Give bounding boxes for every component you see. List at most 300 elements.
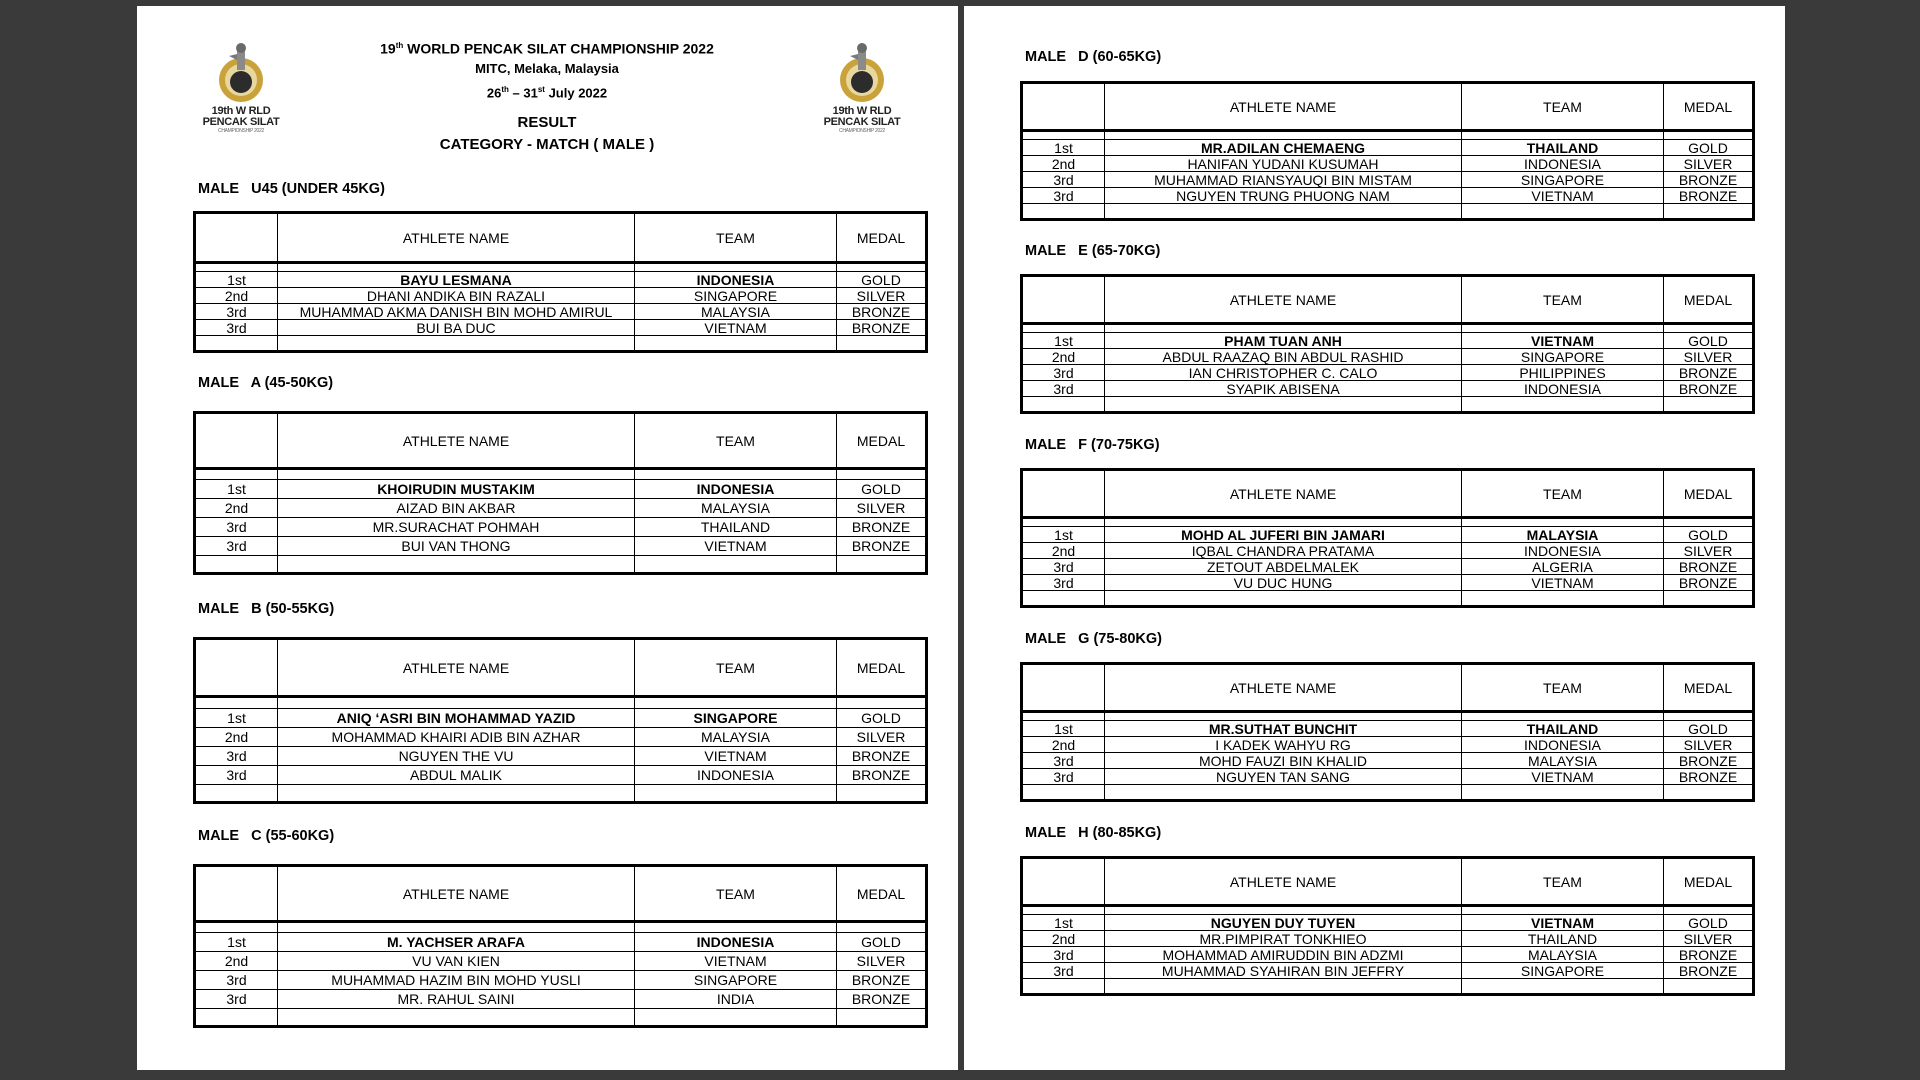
athlete-cell: ABDUL RAAZAQ BIN ABDUL RASHID: [1105, 349, 1462, 365]
results-table: [1020, 81, 1755, 221]
spacer-cell: [1664, 785, 1754, 801]
medal-cell: BRONZE: [837, 320, 927, 336]
table-row: [1022, 931, 1754, 947]
spacer-cell: [837, 263, 927, 272]
team-cell: VIETNAM: [1462, 333, 1664, 349]
category-title: MALE E (65-70KG): [1025, 243, 1161, 259]
category-title: MALE D (60-65KG): [1025, 49, 1162, 65]
rank-cell: 3rd: [1022, 381, 1105, 397]
logo-text: PENCAK SILAT: [823, 116, 901, 128]
team-cell: SINGAPORE: [635, 971, 837, 990]
rank-cell: 3rd: [1022, 753, 1105, 769]
rank-cell: 2nd: [1022, 543, 1105, 559]
team-cell: VIETNAM: [1462, 575, 1664, 591]
spacer-cell: [635, 469, 837, 480]
medal-header: MEDAL: [1664, 470, 1754, 518]
team-cell: MALAYSIA: [635, 499, 837, 518]
athlete-cell: ABDUL MALIK: [278, 766, 635, 785]
team-cell: SINGAPORE: [1462, 172, 1664, 188]
spacer-cell: [1664, 906, 1754, 915]
spacer-cell: [1105, 324, 1462, 333]
medal-header: MEDAL: [1664, 83, 1754, 131]
spacer-cell: [1022, 785, 1105, 801]
table-spacer-row: [1022, 518, 1754, 527]
table-row: [1022, 333, 1754, 349]
team-cell: SINGAPORE: [1462, 963, 1664, 979]
category-title: MALE C (55-60KG): [198, 828, 335, 844]
table-header-row: [1022, 83, 1754, 131]
table-row: [1022, 188, 1754, 204]
table-row: [1022, 172, 1754, 188]
spacer-cell: [837, 1009, 927, 1027]
category-title: MALE U45 (UNDER 45KG): [198, 181, 385, 197]
team-header: TEAM: [635, 413, 837, 469]
rank-cell: 3rd: [195, 537, 278, 556]
medal-cell: GOLD: [1664, 333, 1754, 349]
athlete-cell: AIZAD BIN AKBAR: [278, 499, 635, 518]
spacer-cell: [1022, 204, 1105, 220]
rank-cell: 3rd: [1022, 559, 1105, 575]
rank-cell: 3rd: [1022, 172, 1105, 188]
table-row: [1022, 527, 1754, 543]
athlete-cell: NGUYEN TAN SANG: [1105, 769, 1462, 785]
spacer-cell: [195, 336, 278, 352]
medal-cell: BRONZE: [1664, 381, 1754, 397]
spacer-cell: [1022, 906, 1105, 915]
venue: MITC, Melaka, Malaysia: [475, 60, 619, 76]
team-cell: VIETNAM: [635, 537, 837, 556]
spacer-cell: [1462, 591, 1664, 607]
athlete-cell: NGUYEN THE VU: [278, 747, 635, 766]
spacer-cell: [195, 697, 278, 709]
spacer-cell: [635, 336, 837, 352]
medal-cell: BRONZE: [1664, 769, 1754, 785]
rank-cell: 2nd: [195, 499, 278, 518]
table-spacer-row: [195, 336, 927, 352]
results-table: [1020, 274, 1755, 414]
athlete-cell: VU VAN KIEN: [278, 952, 635, 971]
athlete-header: ATHLETE NAME: [1105, 858, 1462, 906]
spacer-cell: [1105, 591, 1462, 607]
table-row: [1022, 721, 1754, 737]
spacer-cell: [635, 785, 837, 803]
table-spacer-row: [195, 469, 927, 480]
table-header-row: [195, 639, 927, 697]
athlete-cell: MR. RAHUL SAINI: [278, 990, 635, 1009]
team-cell: ALGERIA: [1462, 559, 1664, 575]
logo-text: CHAMPIONSHIP 2022: [218, 128, 264, 134]
athlete-header: ATHLETE NAME: [278, 866, 635, 922]
athlete-cell: MUHAMMAD AKMA DANISH BIN MOHD AMIRUL: [278, 304, 635, 320]
championship-logo-left: [199, 40, 283, 140]
rank-cell: 3rd: [1022, 963, 1105, 979]
logo-text: 19th W RLD: [832, 105, 892, 117]
medal-cell: GOLD: [1664, 527, 1754, 543]
results-table: [1020, 468, 1755, 608]
table-row: [195, 728, 927, 747]
spacer-cell: [1462, 906, 1664, 915]
table-spacer-row: [195, 922, 927, 933]
medal-cell: BRONZE: [837, 747, 927, 766]
result-heading: RESULT: [517, 113, 577, 131]
medal-cell: BRONZE: [1664, 188, 1754, 204]
athlete-cell: VU DUC HUNG: [1105, 575, 1462, 591]
table-header-row: [195, 866, 927, 922]
spacer-cell: [1462, 204, 1664, 220]
spacer-cell: [635, 697, 837, 709]
rank-cell: 1st: [195, 709, 278, 728]
table-row: [1022, 963, 1754, 979]
spacer-cell: [195, 469, 278, 480]
spacer-cell: [1462, 131, 1664, 140]
logo-text: CHAMPIONSHIP 2022: [839, 128, 885, 134]
team-cell: INDONESIA: [635, 766, 837, 785]
rank-cell: 3rd: [195, 320, 278, 336]
medal-cell: GOLD: [837, 709, 927, 728]
team-header: TEAM: [1462, 276, 1664, 324]
medal-cell: SILVER: [837, 952, 927, 971]
team-cell: VIETNAM: [635, 747, 837, 766]
medal-cell: GOLD: [1664, 915, 1754, 931]
logo-emblem-icon: [199, 40, 283, 106]
table-row: [195, 766, 927, 785]
athlete-cell: PHAM TUAN ANH: [1105, 333, 1462, 349]
results-table: [1020, 662, 1755, 802]
results-table: [1020, 856, 1755, 996]
team-header: TEAM: [1462, 858, 1664, 906]
table-row: [1022, 575, 1754, 591]
rank-header: [1022, 276, 1105, 324]
rank-header: [195, 213, 278, 263]
spacer-cell: [195, 785, 278, 803]
team-cell: SINGAPORE: [1462, 349, 1664, 365]
spacer-cell: [837, 469, 927, 480]
medal-cell: BRONZE: [837, 537, 927, 556]
athlete-cell: DHANI ANDIKA BIN RAZALI: [278, 288, 635, 304]
medal-cell: SILVER: [1664, 931, 1754, 947]
spacer-cell: [1462, 712, 1664, 721]
team-header: TEAM: [1462, 664, 1664, 712]
rank-cell: 3rd: [195, 747, 278, 766]
spacer-cell: [837, 785, 927, 803]
spacer-cell: [837, 922, 927, 933]
document-title-block: [337, 36, 757, 156]
spacer-cell: [1664, 712, 1754, 721]
rank-cell: 1st: [1022, 527, 1105, 543]
table-spacer-row: [195, 263, 927, 272]
medal-cell: SILVER: [1664, 543, 1754, 559]
rank-cell: 3rd: [195, 518, 278, 537]
table-row: [1022, 769, 1754, 785]
spacer-cell: [195, 263, 278, 272]
rank-header: [195, 413, 278, 469]
rank-cell: 2nd: [195, 952, 278, 971]
team-header: TEAM: [1462, 83, 1664, 131]
spacer-cell: [635, 1009, 837, 1027]
athlete-cell: NGUYEN TRUNG PHUONG NAM: [1105, 188, 1462, 204]
athlete-header: ATHLETE NAME: [1105, 276, 1462, 324]
table-row: [1022, 737, 1754, 753]
medal-header: MEDAL: [1664, 664, 1754, 712]
spacer-cell: [635, 922, 837, 933]
team-cell: INDONESIA: [1462, 156, 1664, 172]
rank-cell: 2nd: [1022, 349, 1105, 365]
team-cell: MALAYSIA: [1462, 753, 1664, 769]
table-row: [1022, 140, 1754, 156]
spacer-cell: [1664, 979, 1754, 995]
team-cell: THAILAND: [1462, 931, 1664, 947]
rank-cell: 3rd: [1022, 947, 1105, 963]
table-row: [195, 288, 927, 304]
rank-cell: 3rd: [1022, 575, 1105, 591]
table-row: [195, 933, 927, 952]
team-header: TEAM: [635, 866, 837, 922]
spacer-cell: [1105, 906, 1462, 915]
category-title: MALE A (45-50KG): [198, 375, 334, 391]
rank-cell: 2nd: [1022, 156, 1105, 172]
spacer-cell: [195, 922, 278, 933]
table-spacer-row: [1022, 906, 1754, 915]
team-cell: THAILAND: [635, 518, 837, 537]
team-cell: INDONESIA: [1462, 543, 1664, 559]
category-heading: CATEGORY - MATCH ( MALE ): [439, 135, 655, 153]
rank-header: [195, 866, 278, 922]
athlete-cell: ZETOUT ABDELMALEK: [1105, 559, 1462, 575]
category-title: MALE B (50-55KG): [198, 601, 335, 617]
spacer-cell: [1022, 324, 1105, 333]
team-cell: VIETNAM: [1462, 915, 1664, 931]
spacer-cell: [1105, 712, 1462, 721]
team-cell: MALAYSIA: [635, 304, 837, 320]
medal-cell: SILVER: [837, 288, 927, 304]
spacer-cell: [1462, 324, 1664, 333]
rank-cell: 1st: [195, 480, 278, 499]
page-header: [137, 6, 958, 176]
spacer-cell: [278, 469, 635, 480]
spacer-cell: [278, 785, 635, 803]
athlete-cell: MR.SUTHAT BUNCHIT: [1105, 721, 1462, 737]
medal-cell: BRONZE: [837, 971, 927, 990]
medal-header: MEDAL: [837, 639, 927, 697]
medal-cell: GOLD: [837, 933, 927, 952]
table-row: [195, 537, 927, 556]
team-cell: MALAYSIA: [1462, 527, 1664, 543]
athlete-cell: MOHD FAUZI BIN KHALID: [1105, 753, 1462, 769]
rank-cell: 1st: [1022, 915, 1105, 931]
medal-header: MEDAL: [837, 413, 927, 469]
table-row: [1022, 915, 1754, 931]
spacer-cell: [635, 263, 837, 272]
spacer-cell: [837, 336, 927, 352]
spacer-cell: [1462, 979, 1664, 995]
championship-logo-right: [820, 40, 904, 140]
table-row: [195, 747, 927, 766]
athlete-cell: HANIFAN YUDANI KUSUMAH: [1105, 156, 1462, 172]
spacer-cell: [837, 697, 927, 709]
spacer-cell: [278, 1009, 635, 1027]
spacer-cell: [1105, 979, 1462, 995]
table-row: [1022, 543, 1754, 559]
medal-header: MEDAL: [837, 866, 927, 922]
spacer-cell: [1022, 397, 1105, 413]
spacer-cell: [1022, 979, 1105, 995]
athlete-cell: I KADEK WAHYU RG: [1105, 737, 1462, 753]
rank-cell: 1st: [1022, 140, 1105, 156]
spacer-cell: [195, 556, 278, 574]
team-cell: SINGAPORE: [635, 288, 837, 304]
rank-cell: 2nd: [1022, 931, 1105, 947]
team-cell: INDONESIA: [635, 480, 837, 499]
team-cell: INDONESIA: [1462, 737, 1664, 753]
team-cell: VIETNAM: [635, 952, 837, 971]
rank-header: [1022, 664, 1105, 712]
table-row: [1022, 753, 1754, 769]
spacer-cell: [1462, 518, 1664, 527]
table-row: [195, 499, 927, 518]
athlete-cell: MOHD AL JUFERI BIN JAMARI: [1105, 527, 1462, 543]
spacer-cell: [1664, 324, 1754, 333]
table-row: [195, 971, 927, 990]
athlete-cell: MR.SURACHAT POHMAH: [278, 518, 635, 537]
medal-cell: BRONZE: [1664, 963, 1754, 979]
athlete-header: ATHLETE NAME: [278, 213, 635, 263]
medal-cell: BRONZE: [837, 990, 927, 1009]
team-cell: PHILIPPINES: [1462, 365, 1664, 381]
table-row: [195, 304, 927, 320]
results-table: [193, 864, 928, 1028]
team-cell: INDIA: [635, 990, 837, 1009]
table-header-row: [195, 413, 927, 469]
athlete-cell: IAN CHRISTOPHER C. CALO: [1105, 365, 1462, 381]
spacer-cell: [1022, 591, 1105, 607]
spacer-cell: [1664, 131, 1754, 140]
medal-header: MEDAL: [1664, 276, 1754, 324]
team-header: TEAM: [635, 639, 837, 697]
athlete-header: ATHLETE NAME: [278, 413, 635, 469]
rank-cell: 3rd: [195, 990, 278, 1009]
table-row: [1022, 349, 1754, 365]
spacer-cell: [1462, 397, 1664, 413]
team-cell: INDONESIA: [635, 933, 837, 952]
table-row: [195, 518, 927, 537]
table-row: [1022, 156, 1754, 172]
table-spacer-row: [195, 785, 927, 803]
team-cell: THAILAND: [1462, 721, 1664, 737]
spacer-cell: [1664, 591, 1754, 607]
table-row: [1022, 947, 1754, 963]
rank-cell: 1st: [195, 933, 278, 952]
team-header: TEAM: [635, 213, 837, 263]
rank-header: [1022, 83, 1105, 131]
spacer-cell: [1664, 204, 1754, 220]
championship-title: 19th WORLD PENCAK SILAT CHAMPIONSHIP 2022: [380, 40, 714, 57]
spacer-cell: [278, 336, 635, 352]
spacer-cell: [635, 556, 837, 574]
spacer-cell: [278, 556, 635, 574]
table-spacer-row: [195, 556, 927, 574]
athlete-cell: MUHAMMAD HAZIM BIN MOHD YUSLI: [278, 971, 635, 990]
athlete-cell: MUHAMMAD RIANSYAUQI BIN MISTAM: [1105, 172, 1462, 188]
table-spacer-row: [195, 697, 927, 709]
rank-cell: 3rd: [195, 766, 278, 785]
table-row: [1022, 365, 1754, 381]
rank-cell: 3rd: [195, 304, 278, 320]
team-cell: VIETNAM: [635, 320, 837, 336]
spacer-cell: [1022, 712, 1105, 721]
rank-cell: 1st: [1022, 721, 1105, 737]
medal-cell: BRONZE: [1664, 947, 1754, 963]
medal-header: MEDAL: [1664, 858, 1754, 906]
spacer-cell: [1664, 518, 1754, 527]
spacer-cell: [1105, 785, 1462, 801]
rank-header: [1022, 858, 1105, 906]
results-table: [193, 637, 928, 804]
table-spacer-row: [1022, 131, 1754, 140]
team-cell: INDONESIA: [635, 272, 837, 288]
table-header-row: [195, 213, 927, 263]
athlete-header: ATHLETE NAME: [1105, 83, 1462, 131]
rank-cell: 1st: [1022, 333, 1105, 349]
table-row: [1022, 381, 1754, 397]
logo-text: 19th W RLD: [211, 105, 271, 117]
athlete-cell: ANIQ ‘ASRI BIN MOHAMMAD YAZID: [278, 709, 635, 728]
athlete-cell: MOHAMMAD AMIRUDDIN BIN ADZMI: [1105, 947, 1462, 963]
medal-cell: BRONZE: [1664, 575, 1754, 591]
team-cell: VIETNAM: [1462, 188, 1664, 204]
table-header-row: [1022, 858, 1754, 906]
spacer-cell: [1105, 204, 1462, 220]
spacer-cell: [278, 922, 635, 933]
athlete-cell: IQBAL CHANDRA PRATAMA: [1105, 543, 1462, 559]
rank-cell: 3rd: [1022, 769, 1105, 785]
medal-cell: BRONZE: [837, 766, 927, 785]
athlete-cell: BUI VAN THONG: [278, 537, 635, 556]
table-row: [195, 952, 927, 971]
medal-header: MEDAL: [837, 213, 927, 263]
athlete-cell: MOHAMMAD KHAIRI ADIB BIN AZHAR: [278, 728, 635, 747]
table-spacer-row: [1022, 397, 1754, 413]
results-table: [193, 211, 928, 353]
spacer-cell: [1462, 785, 1664, 801]
team-cell: VIETNAM: [1462, 769, 1664, 785]
medal-cell: SILVER: [1664, 737, 1754, 753]
medal-cell: SILVER: [1664, 349, 1754, 365]
athlete-header: ATHLETE NAME: [1105, 470, 1462, 518]
spacer-cell: [278, 263, 635, 272]
medal-cell: GOLD: [837, 480, 927, 499]
spacer-cell: [1022, 518, 1105, 527]
rank-header: [195, 639, 278, 697]
spacer-cell: [837, 556, 927, 574]
logo-emblem-icon: [820, 40, 904, 106]
table-row: [1022, 559, 1754, 575]
medal-cell: BRONZE: [1664, 559, 1754, 575]
team-cell: MALAYSIA: [635, 728, 837, 747]
table-spacer-row: [1022, 979, 1754, 995]
table-row: [195, 990, 927, 1009]
medal-cell: BRONZE: [1664, 753, 1754, 769]
table-spacer-row: [1022, 712, 1754, 721]
rank-cell: 2nd: [195, 728, 278, 747]
table-spacer-row: [195, 1009, 927, 1027]
rank-cell: 1st: [195, 272, 278, 288]
spacer-cell: [1105, 397, 1462, 413]
category-title: MALE G (75-80KG): [1025, 631, 1162, 647]
athlete-cell: SYAPIK ABISENA: [1105, 381, 1462, 397]
table-row: [195, 709, 927, 728]
table-header-row: [1022, 276, 1754, 324]
medal-cell: BRONZE: [837, 304, 927, 320]
